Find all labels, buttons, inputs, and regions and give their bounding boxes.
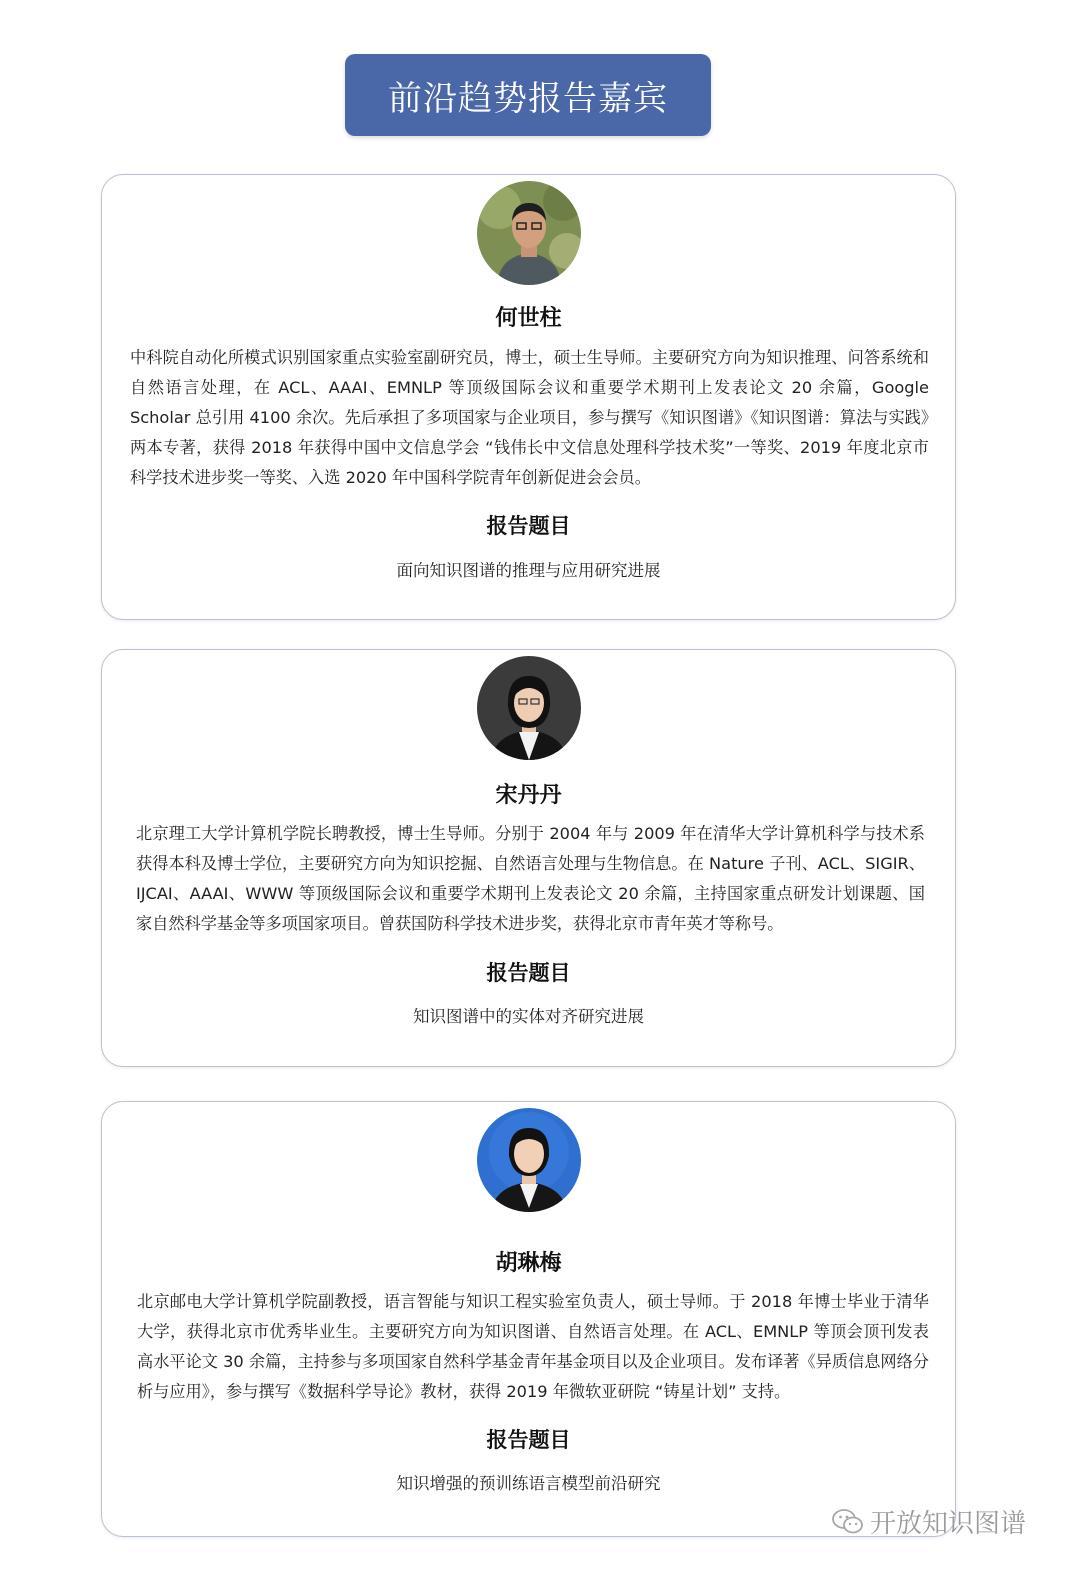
page-title: 前沿趋势报告嘉宾 — [388, 78, 668, 119]
avatar — [477, 656, 581, 760]
speaker-name: 胡琳梅 — [495, 1251, 562, 1276]
topic-heading: 报告题目 — [486, 961, 571, 985]
topic-title: 知识图谱中的实体对齐研究进展 — [413, 1007, 644, 1026]
speaker-bio: 北京理工大学计算机学院长聘教授，博士生导师。分别于 2004 年与 2009 年在清华大学计算机科学与技术系获得本科及博士学位，主要研究方向为知识挖掘、自然语言处理与生物信息。在 Nature 子刊、ACL、SIGIR、IJCAI、AAAI、WWW 等顶级国际会议和重要学术期刊上发表论文 20 余篇，主持国家重点研发计划课题、国家自然科学基金等多项国家项目。曾获国防科学技术进步奖，获得北京市青年英才等称号。 — [136, 824, 925, 933]
speaker-card — [101, 1101, 956, 1537]
speaker-card — [101, 649, 956, 1067]
topic-heading: 报告题目 — [486, 1428, 571, 1452]
header-banner — [345, 54, 711, 136]
topic-title: 知识增强的预训练语言模型前沿研究 — [396, 1474, 661, 1493]
speaker-bio: 北京邮电大学计算机学院副教授，语言智能与知识工程实验室负责人，硕士导师。于 2018 年博士毕业于清华大学，获得北京市优秀毕业生。主要研究方向为知识图谱、自然语言处理。在 ACL、EMNLP 等顶会顶刊发表高水平论文 30 余篇，主持参与多项国家自然科学基金青年基金项目以及企业项目。发布译著《异质信息网络分析与应用》，参与撰写《数据科学导论》教材，获得 2019 年微软亚研院 “铸星计划” 支持。 — [137, 1292, 929, 1401]
topic-heading: 报告题目 — [486, 514, 571, 538]
speaker-name: 宋丹丹 — [495, 783, 562, 808]
avatar-photo-2 — [477, 656, 581, 760]
speaker-name: 何世柱 — [495, 306, 562, 331]
speaker-bio: 中科院自动化所模式识别国家重点实验室副研究员，博士，硕士生导师。主要研究方向为知识推理、问答系统和自然语言处理，在 ACL、AAAI、EMNLP 等顶级国际会议和重要学术期刊上发表论文 20 余篇，Google Scholar 总引用 4100 余次。先后承担了多项国家与企业项目，参与撰写《知识图谱》《知识图谱：算法与实践》两本专著，获得 2018 年获得中国中文信息学会 “钱伟长中文信息处理科学技术奖”一等奖、2019 年度北京市科学技术进步奖一等奖、入选 2020 年中国科学院青年创新促进会会员。 — [130, 348, 929, 487]
topic-title: 面向知识图谱的推理与应用研究进展 — [396, 561, 661, 580]
wechat-icon — [832, 1508, 864, 1536]
watermark — [832, 1503, 1026, 1540]
speaker-card — [101, 174, 956, 620]
avatar-photo-3 — [477, 1108, 581, 1212]
watermark-text: 开放知识图谱 — [870, 1509, 1027, 1539]
avatar — [477, 1108, 581, 1212]
avatar-photo-1 — [477, 181, 581, 285]
avatar — [477, 181, 581, 285]
